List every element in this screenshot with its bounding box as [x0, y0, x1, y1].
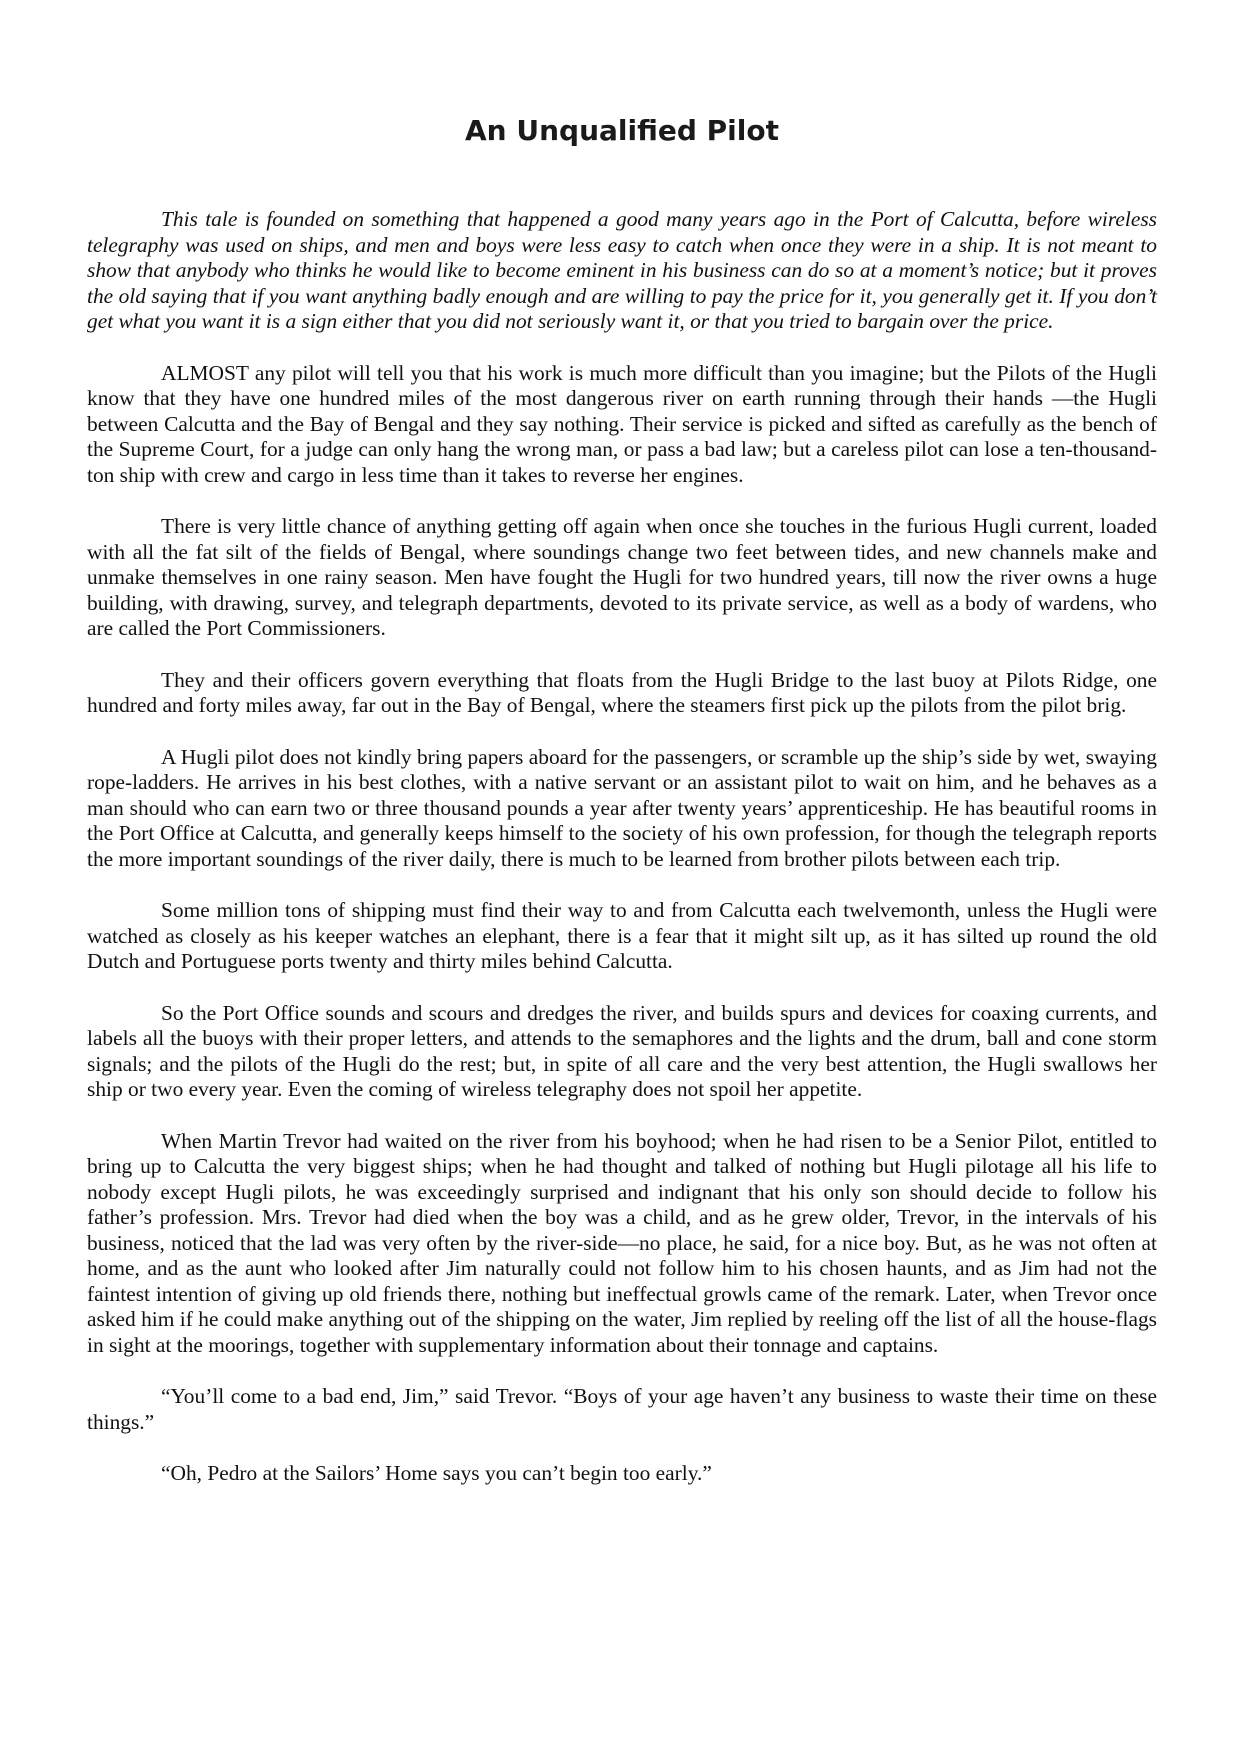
body-paragraph: Some million tons of shipping must find their way to and from Calcutta each twelvemonth, unless the Hugli were watched as closely as his keeper watches an elephant, there is a fear that it might silt up, as it has silted up round the old Dutch and Portuguese ports twenty and thirty miles behind Calcutta. [87, 898, 1157, 973]
body-paragraph: So the Port Office sounds and scours and dredges the river, and builds spurs and devices for coaxing currents, and labels all the buoys with their proper letters, and attends to the semaphores and the lights and the drum, ball and cone storm signals; and the pilots of the Hugli do the rest; but, in spite of all care and the very best attention, the Hugli swallows her ship or two every year. Even the coming of wireless telegraphy does not spoil her appetite. [87, 1000, 1157, 1101]
body-paragraph: When Martin Trevor had waited on the river from his boyhood; when he had risen to be a Senior Pilot, entitled to bring up to Calcutta the very biggest ships; when he had thought and talked of nothing but Hugli pilotage all his life to nobody except Hugli pilots, he was exceedingly surprised and indignant that his only son should decide to follow his father’s profession. Mrs. Trevor had died when the boy was a child, and as he grew older, Trevor, in the intervals of his business, noticed that the lad was very often by the river-side—no place, he said, for a nice boy. But, as he was not often at home, and as the aunt who looked after Jim naturally could not follow him to his chosen haunts, and as Jim had not the faintest intention of giving up old friends there, nothing but ineffectual growls came of the remark. Later, when Trevor once asked him if he could make anything out of the shipping on the water, Jim replied by reeling off the list of all the house-flags in sight at the moorings, together with supplementary information about their tonnage and captains. [87, 1128, 1157, 1357]
dialogue-paragraph: “You’ll come to a bad end, Jim,” said Trevor. “Boys of your age haven’t any business to waste their time on these things.” [87, 1384, 1157, 1434]
body-paragraph: A Hugli pilot does not kindly bring papers aboard for the passengers, or scramble up the ship’s side by wet, swaying rope-ladders. He arrives in his best clothes, with a native servant or an assistant pilot to wait on him, and he behaves as a man should who can earn two or three thousand pounds a year after twenty years’ apprenticeship. He has beautiful rooms in the Port Office at Calcutta, and generally keeps himself to the society of his own profession, for though the telegraph reports the more important soundings of the river daily, there is much to be learned from brother pilots between each trip. [87, 744, 1157, 871]
body-paragraph: ALMOST any pilot will tell you that his work is much more difficult than you imagine; but the Pilots of the Hugli know that they have one hundred miles of the most dangerous river on earth running through their hands —the Hugli between Calcutta and the Bay of Bengal and they say nothing. Their service is picked and sifted as carefully as the bench of the Supreme Court, for a judge can only hang the wrong man, or pass a bad law; but a careless pilot can lose a ten-thousand-ton ship with crew and cargo in less time than it takes to reverse her engines. [87, 360, 1157, 487]
document-body [87, 207, 1157, 1513]
dialogue-paragraph: “Oh, Pedro at the Sailors’ Home says you can’t begin too early.” [161, 1461, 712, 1485]
page-title: An Unqualified Pilot [465, 114, 779, 147]
intro-paragraph: This tale is founded on something that happened a good many years ago in the Port of Calcutta, before wireless telegraphy was used on ships, and men and boys were less easy to catch when once they were in a ship. It is not meant to show that anybody who thinks he would like to become eminent in his business can do so at a moment’s notice; but it proves the old saying that if you want anything badly enough and are willing to pay the price for it, you generally get it. If you don’t get what you want it is a sign either that you did not seriously want it, or that you tried to bargain over the price. [87, 207, 1157, 333]
body-paragraph: They and their officers govern everything that floats from the Hugli Bridge to the last buoy at Pilots Ridge, one hundred and forty miles away, far out in the Bay of Bengal, where the steamers first pick up the pilots from the pilot brig. [87, 667, 1157, 717]
body-paragraph: There is very little chance of anything getting off again when once she touches in the furious Hugli current, loaded with all the fat silt of the fields of Bengal, where soundings change two feet between tides, and new channels make and unmake themselves in one rainy season. Men have fought the Hugli for two hundred years, till now the river owns a huge building, with drawing, survey, and telegraph departments, devoted to its private service, as well as a body of wardens, who are called the Port Commissioners. [87, 514, 1157, 640]
